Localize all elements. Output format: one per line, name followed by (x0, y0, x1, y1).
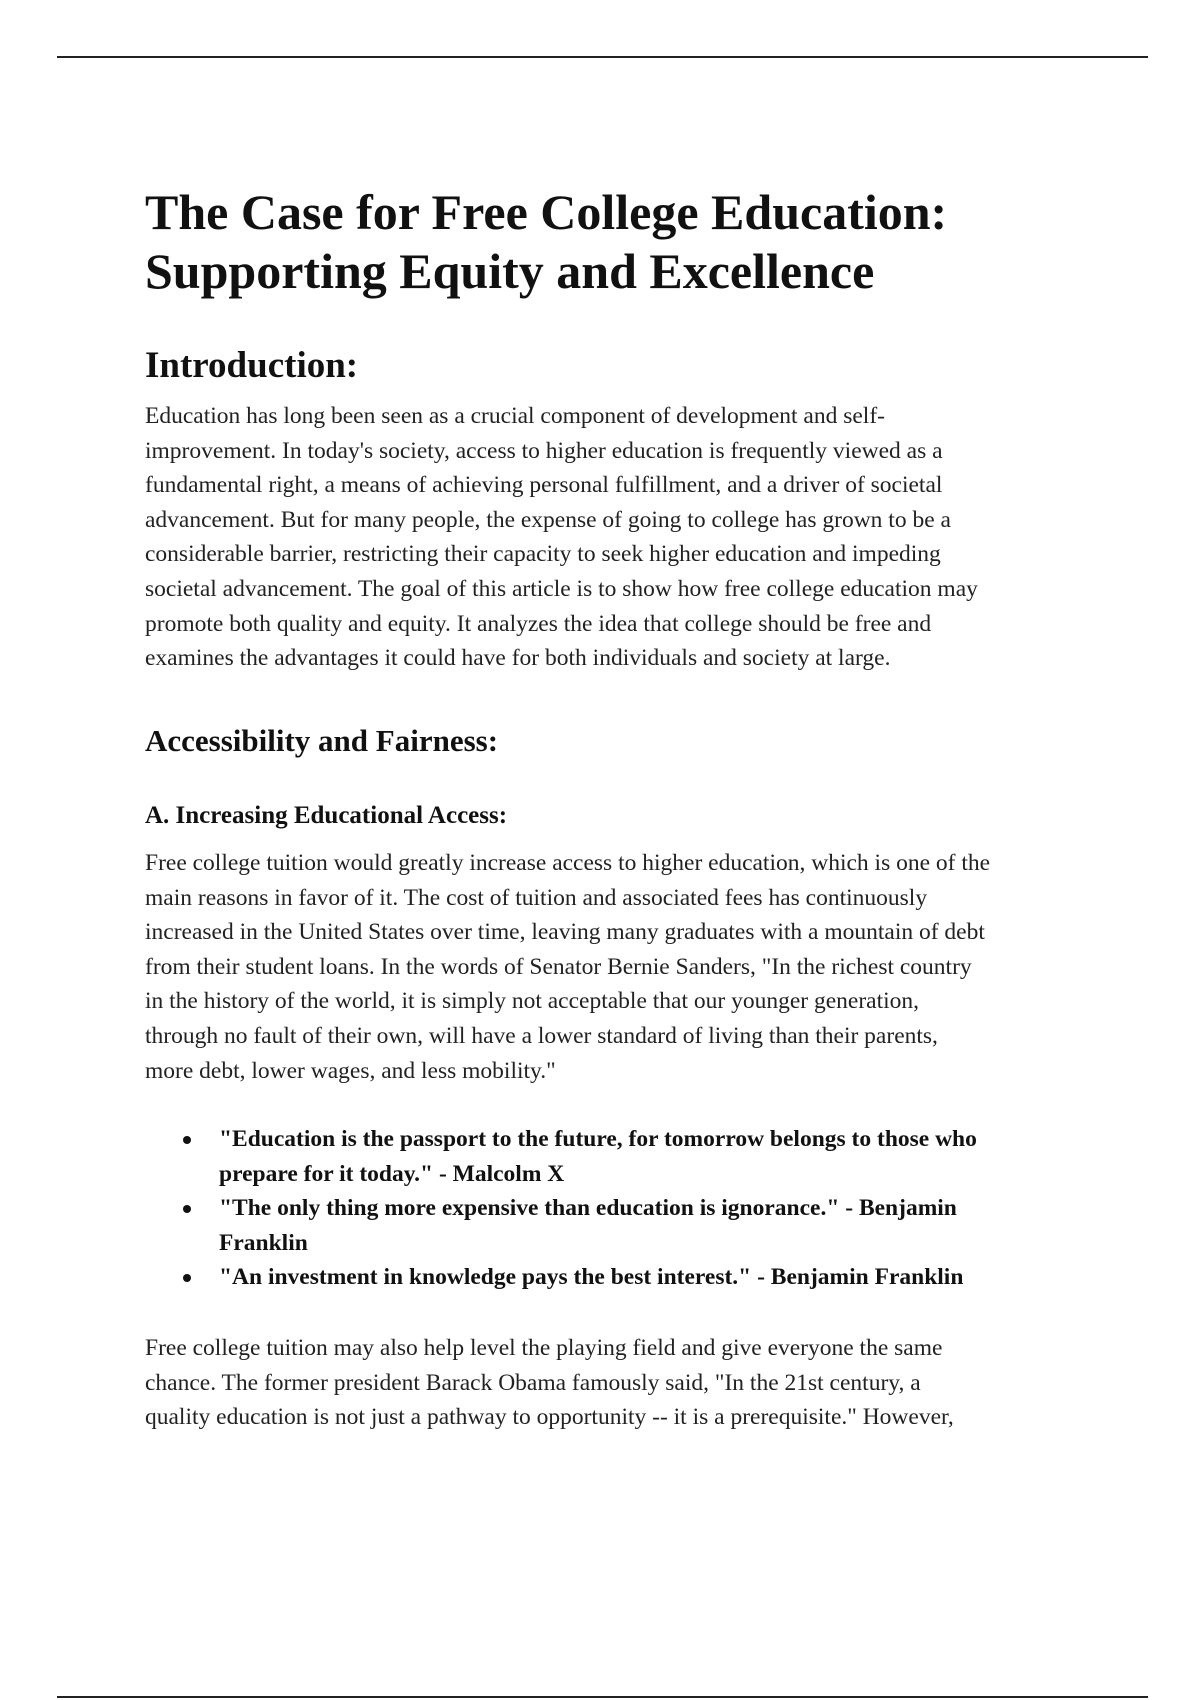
text-line: fundamental right, a means of achieving personal fulfillment, and a driver of societal (145, 472, 943, 499)
text-line: "The only thing more expensive than education is ignorance." - Benjamin (219, 1195, 957, 1222)
text-line: main reasons in favor of it. The cost of tuition and associated fees has continuously (145, 884, 928, 911)
section-heading: Accessibility and Fairness: (145, 723, 499, 758)
quote-item (183, 1191, 977, 1260)
text-line: considerable barrier, restricting their capacity to seek higher education and impeding (145, 541, 941, 568)
closing-paragraph (145, 1331, 954, 1435)
text-line: quality education is not just a pathway to opportunity -- it is a prerequisite." However, (145, 1404, 954, 1431)
bullet-icon (183, 1274, 191, 1282)
text-line: more debt, lower wages, and less mobility." (145, 1057, 556, 1084)
document-title (145, 183, 947, 301)
text-line: promote both quality and equity. It analyzes the idea that college should be free and (145, 610, 932, 637)
text-line: in the history of the world, it is simply not acceptable that our younger generation, (145, 988, 920, 1015)
text-line: societal advancement. The goal of this article is to show how free college education may (145, 575, 978, 602)
text-line: improvement. In today's society, access to higher education is frequently viewed as a (145, 437, 943, 464)
text-line: through no fault of their own, will have a lower standard of living than their parents, (145, 1022, 938, 1049)
text-line: "Education is the passport to the future, for tomorrow belongs to those who (219, 1126, 977, 1152)
intro-paragraph (145, 399, 978, 676)
quote-item (183, 1260, 977, 1295)
bullet-icon (183, 1205, 191, 1213)
title-line: The Case for Free College Education: (145, 184, 948, 240)
intro-heading: Introduction: (145, 345, 359, 386)
text-line: increased in the United States over time, leaving many graduates with a mountain of debt (145, 919, 985, 946)
text-line: Education has long been seen as a crucial component of development and self- (145, 403, 885, 429)
header-rule (57, 56, 1148, 58)
text-line: chance. The former president Barack Obama famously said, "In the 21st century, a (145, 1369, 921, 1396)
text-line: examines the advantages it could have for both individuals and society at large. (145, 645, 891, 672)
text-line: from their student loans. In the words of Senator Bernie Sanders, "In the richest country (145, 953, 972, 980)
footer-rule (57, 1696, 1148, 1698)
text-line: "An investment in knowledge pays the best interest." - Benjamin Franklin (219, 1264, 964, 1291)
title-line: Supporting Equity and Excellence (145, 243, 875, 299)
quote-list (183, 1122, 977, 1295)
text-line: Free college tuition may also help level the playing field and give everyone the same (145, 1335, 943, 1361)
bullet-icon (183, 1136, 191, 1144)
text-line: prepare for it today." - Malcolm X (219, 1160, 565, 1187)
quote-item (183, 1122, 977, 1191)
text-line: Free college tuition would greatly increase access to higher education, which is one of the (145, 850, 991, 876)
subsection-heading: A. Increasing Educational Access: (145, 802, 508, 829)
text-line: advancement. But for many people, the expense of going to college has grown to be a (145, 506, 951, 533)
text-line: Franklin (219, 1229, 308, 1256)
access-paragraph (145, 846, 990, 1088)
